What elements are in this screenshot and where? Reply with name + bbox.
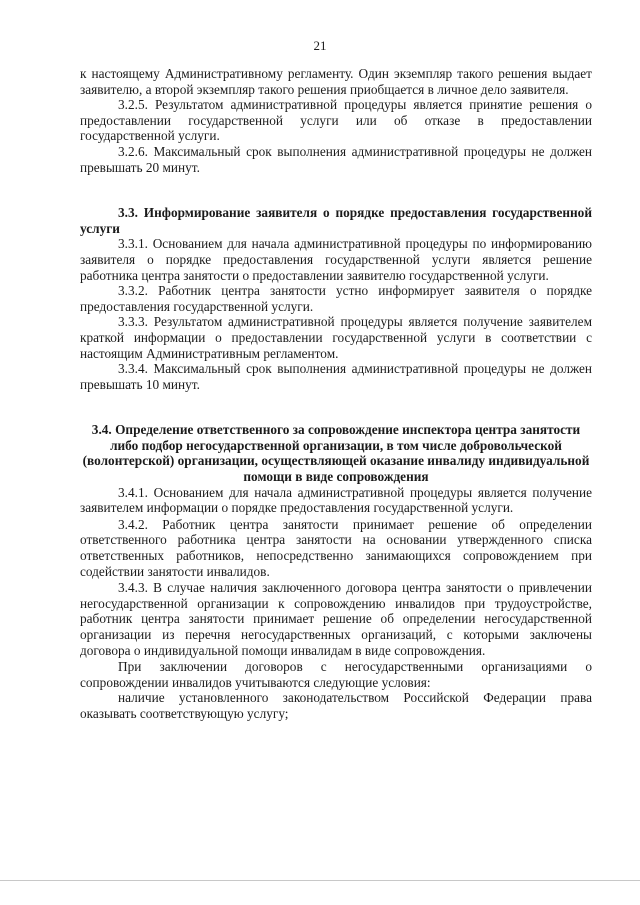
- paragraph: При заключении договоров с негосударственными организациями о сопровождении инвалидов учитываются следующие условия:: [80, 659, 592, 690]
- section-heading: 3.4. Определение ответственного за сопровождение инспектора центра занятости либо подбор негосударственной организации, в том числе добровольческой (волонтерской) организации, осуществляющей оказание инвалиду индивидуальной помощи в виде сопровождения: [82, 422, 590, 485]
- paragraph: 3.3.4. Максимальный срок выполнения административной процедуры не должен превышать 10 минут.: [80, 361, 592, 392]
- paragraph: 3.2.5. Результатом административной процедуры является принятие решения о предоставлении государственной услуги или об отказе в предоставлении государственной услуги.: [80, 97, 592, 144]
- document-body: [80, 66, 592, 722]
- paragraph: 3.4.1. Основанием для начала административной процедуры является получение заявителем информации о порядке предоставления государственной услуги.: [80, 484, 592, 516]
- paragraph: 3.4.2. Работник центра занятости принимает решение об определении ответственного работника центра занятости на основании утвержденного списка ответственных работников, непосредственно занимающихся сопровождением при содействии занятости инвалидов.: [80, 516, 592, 579]
- paragraph: 3.4.3. В случае наличия заключенного договора центра занятости о привлечении негосударственной организации к сопровождению инвалидов при трудоустройстве, работник центра занятости принимает решение об определении негосударственной организации из перечня негосударственных организаций, с которыми заключены договора о индивидуальной помощи инвалидам в виде сопровождения.: [80, 580, 592, 658]
- paragraph: наличие установленного законодательством Российской Федерации права оказывать соответствующую услугу;: [80, 690, 592, 721]
- paragraph: 3.3.2. Работник центра занятости устно информирует заявителя о порядке предоставления государственной услуги.: [80, 283, 592, 314]
- paragraph: 3.3.1. Основанием для начала административной процедуры по информированию заявителя о порядке предоставления государственной услуги является решение работника центра занятости о предоставлении заявителю государственной услуги.: [80, 236, 592, 283]
- paragraph: к настоящему Административному регламенту. Один экземпляр такого решения выдает заявителю, а второй экземпляр такого решения приобщается в личное дело заявителя.: [80, 66, 592, 97]
- paragraph: 3.2.6. Максимальный срок выполнения административной процедуры не должен превышать 20 минут.: [80, 143, 592, 175]
- page-number: 21: [313, 38, 327, 53]
- scan-edge-line: [0, 880, 640, 881]
- paragraph: 3.3.3. Результатом административной процедуры является получение заявителем краткой информации о предоставлении государственной услуги в соответствии с настоящим Административным регламентом.: [80, 314, 592, 361]
- section-heading: 3.3. Информирование заявителя о порядке предоставления государственной услуги: [80, 205, 592, 236]
